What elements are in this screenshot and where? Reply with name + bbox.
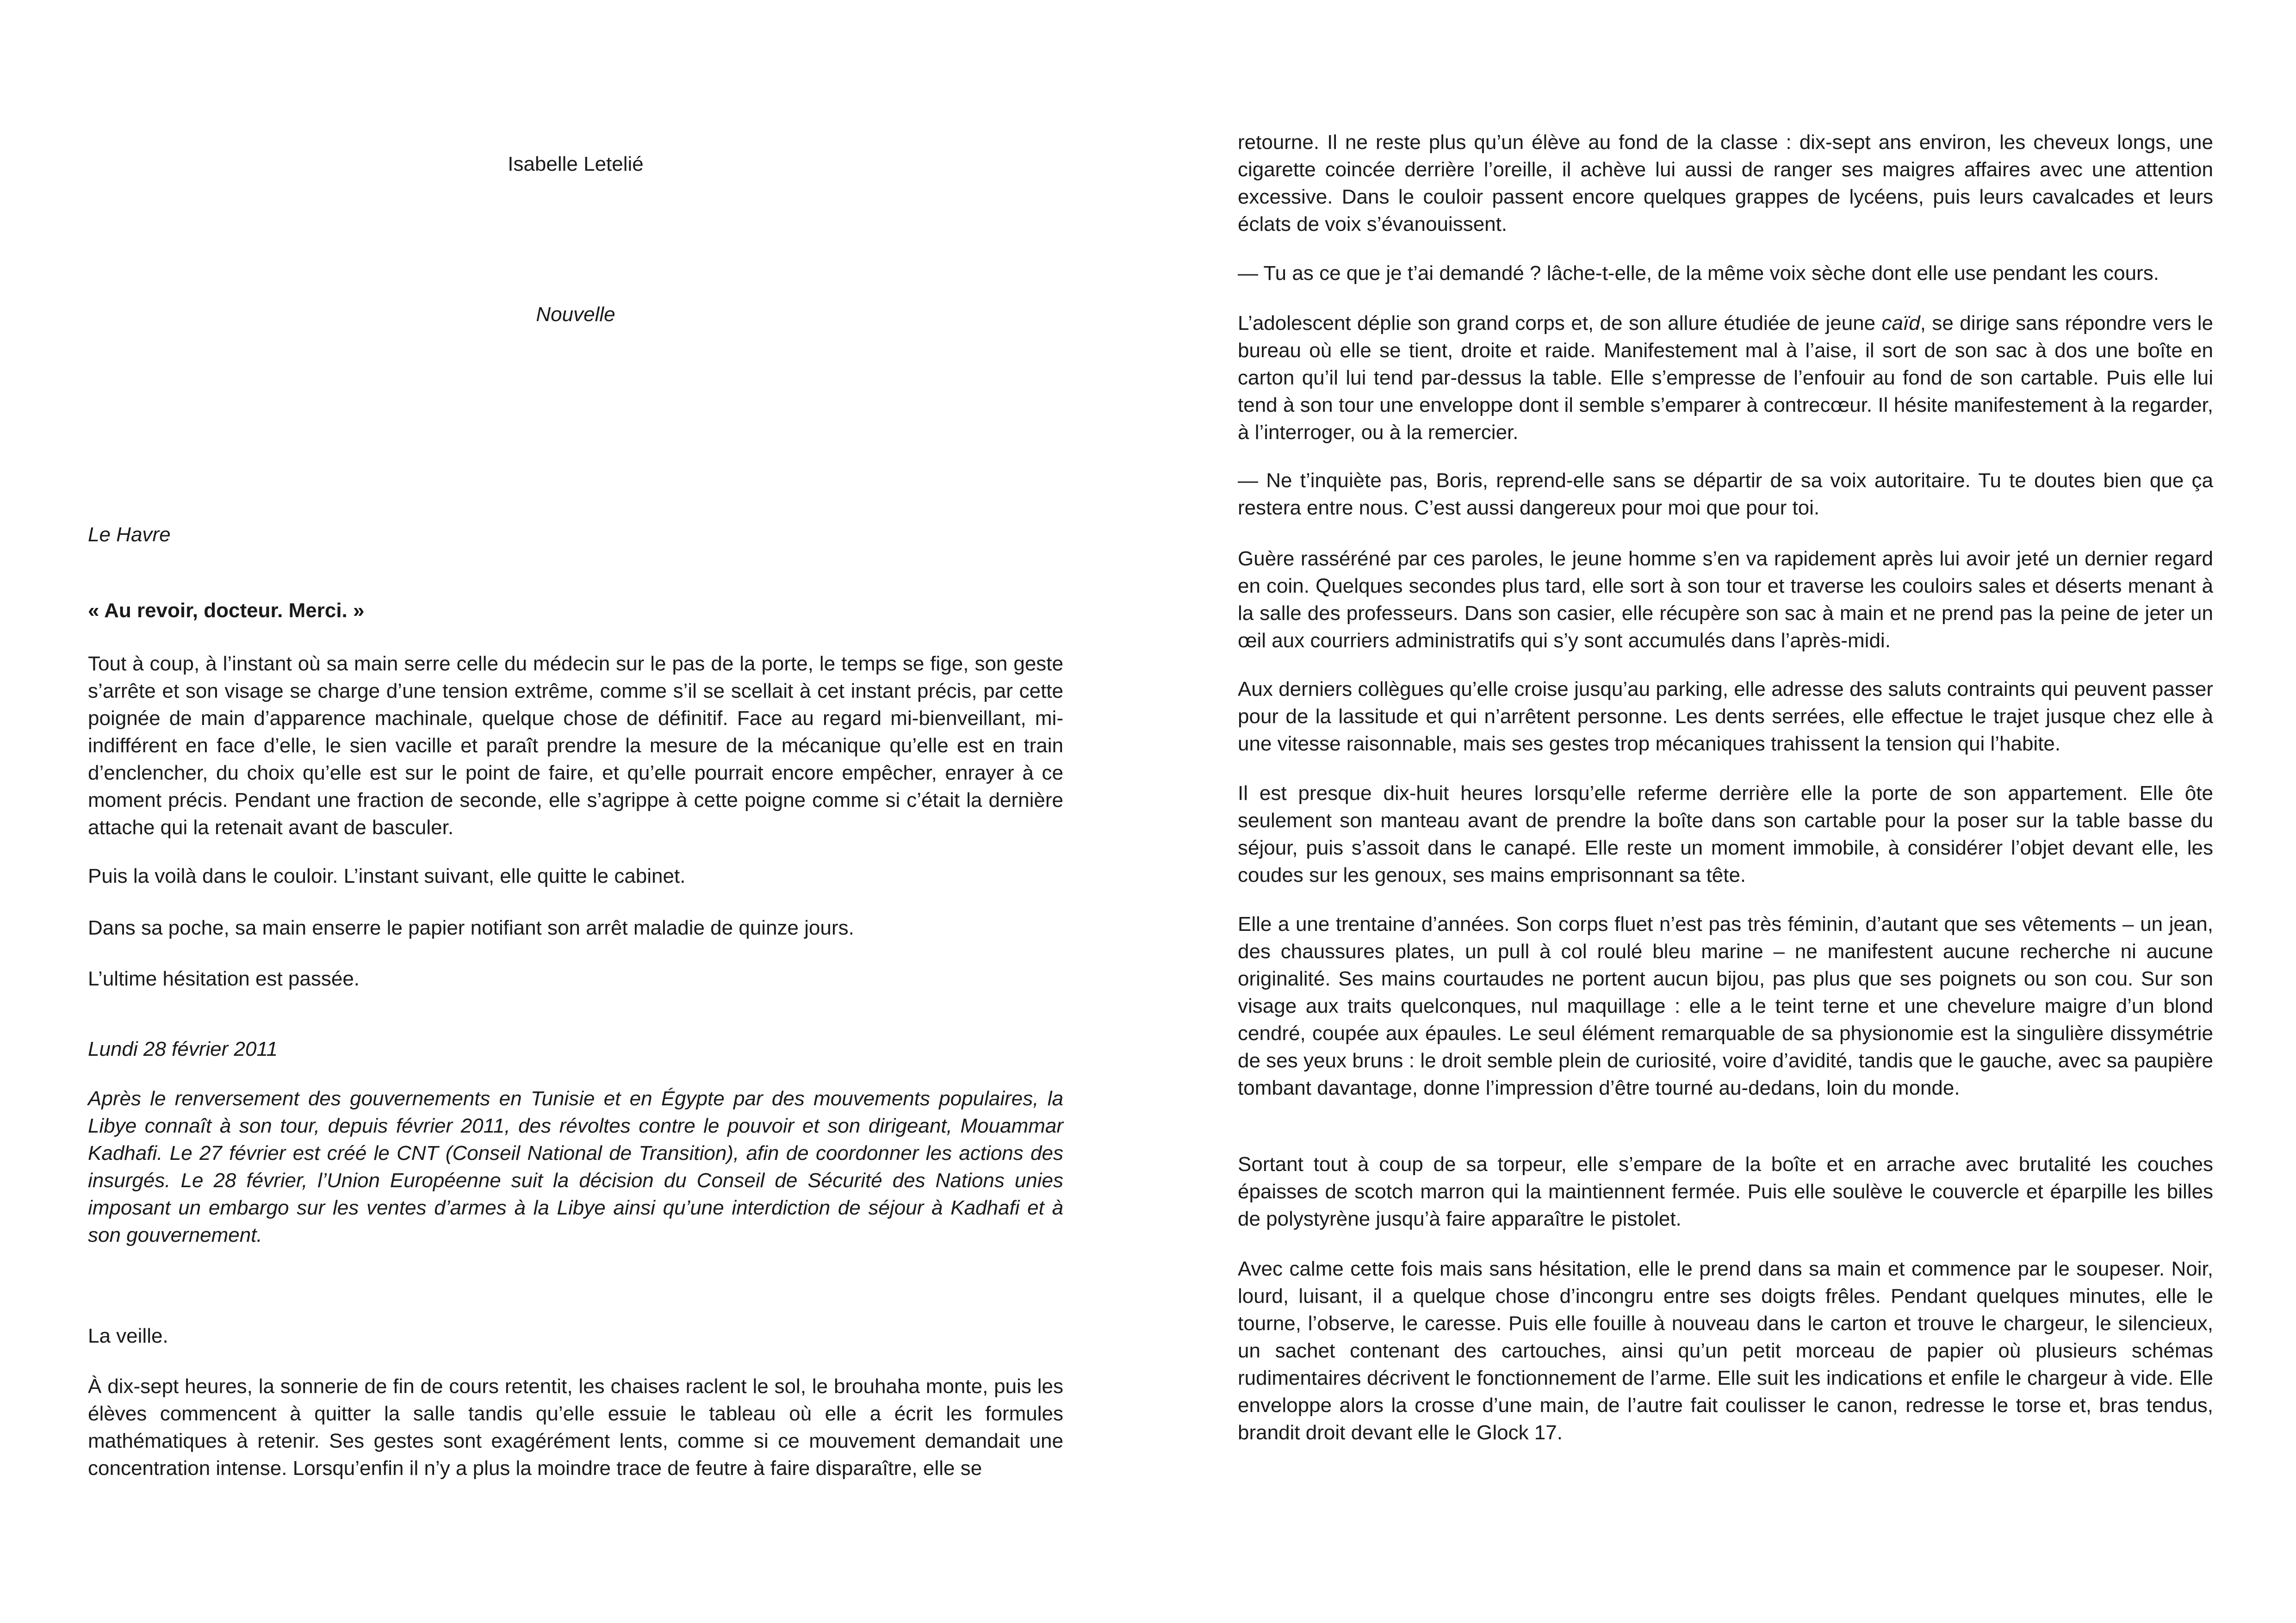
paragraph: Tout à coup, à l’instant où sa main serre celle du médecin sur le pas de la porte, le temps se fige, son geste s’arrête et son visage se charge d’une tension extrême, comme s’il se scellait à cet instant précis, par cette poignée de main d’apparence machinale, quelque chose de définitif. Face au regard mi-bienveillant, mi-indifférent en face d’elle, le sien vacille et paraît prendre la mesure de la mécanique qu’elle est en train d’enclencher, du choix qu’elle est sur le point de faire, et qu’elle pourrait encore empêcher, enrayer à ce moment précis. Pendant une fraction de seconde, elle s’agrippe à cette poigne comme si c’était la dernière attache qui la retenait avant de basculer. bbox=[88, 652, 1063, 839]
paragraph: Dans sa poche, sa main enserre le papier notifiant son arrêt maladie de quinze jours. bbox=[88, 917, 854, 939]
paragraph: — Tu as ce que je t’ai demandé ? lâche-t-elle, de la même voix sèche dont elle use pendant les cours. bbox=[1238, 262, 2159, 285]
paragraph: Avec calme cette fois mais sans hésitation, elle le prend dans sa main et commence par le soupeser. Noir, lourd, luisant, il a quelque chose d’incongru entre ses doigts frêles. Pendant quelques minutes, elle le tourne, l’observe, le caresse. Puis elle fouille à nouveau dans le carton et trouve le chargeur, le silencieux, un sachet contenant des cartouches, ainsi qu’un petit morceau de papier où plusieurs schémas rudimentaires décrivent le fonctionnement de l’arme. Elle suit les indications et enfile le chargeur à vide. Elle enveloppe alors la crosse d’une main, de l’autre fait coulisser le canon, redresse le torse et, bras tendus, brandit droit devant elle le Glock 17. bbox=[1238, 1258, 2213, 1444]
author-name: Isabelle Letelié bbox=[508, 153, 644, 175]
paragraph: L’ultime hésitation est passée. bbox=[88, 967, 360, 990]
paragraph bbox=[1238, 310, 2213, 446]
italic-word: caïd bbox=[1881, 312, 1920, 335]
paragraph: Puis la voilà dans le couloir. L’instant suivant, elle quitte le cabinet. bbox=[88, 865, 686, 887]
opening-quote: « Au revoir, docteur. Merci. » bbox=[88, 599, 365, 622]
paragraph-text: , se dirige sans répondre vers le bureau où elle se tient, droite et raide. Manifestement mal à l’aise, il sort de son sac à dos une boîte en carton qu’il lui tend par-dessus la table. Elle s’empresse de l’enfouir au fond de son cartable. Puis elle lui tend à son tour une enveloppe dont il semble s’emparer à contrecœur. Il hésite manifestement à la regarder, à l’interroger, ou à la remercier. bbox=[1238, 312, 2213, 444]
historical-context: Après le renversement des gouvernements en Tunisie et en Égypte par des mouvements populaires, la Libye connaît à son tour, depuis février 2011, des révoltes contre le pouvoir et son dirigeant, Mouammar Kadhafi. Le 27 février est créé le CNT (Conseil National de Transition), afin de coordonner les actions des insurgés. Le 28 février, l’Union Européenne suit la décision du Conseil de Sécurité des Nations unies imposant un embargo sur les ventes d’armes à la Libye ainsi qu’une interdiction de séjour à Kadhafi et à son gouvernement. bbox=[88, 1087, 1063, 1246]
paragraph: retourne. Il ne reste plus qu’un élève au fond de la classe : dix-sept ans environ, les cheveux longs, une cigarette coincée derrière l’oreille, il achève lui aussi de ranger ses maigres affaires avec une attention excessive. Dans le couloir passent encore quelques grappes de lycéens, puis leurs cavalcades et leurs éclats de voix s’évanouissent. bbox=[1238, 131, 2213, 235]
paragraph: À dix-sept heures, la sonnerie de fin de cours retentit, les chaises raclent le sol, le brouhaha monte, puis les élèves commencent à quitter la salle tandis qu’elle essuie le tableau où elle a écrit les formules mathématiques à retenir. Ses gestes sont exagérément lents, comme si ce mouvement demandait une concentration intense. Lorsqu’enfin il n’y a plus la moindre trace de feutre à faire disparaître, elle se bbox=[88, 1375, 1063, 1480]
place-heading: Le Havre bbox=[88, 523, 171, 546]
paragraph: Guère rasséréné par ces paroles, le jeune homme s’en va rapidement après lui avoir jeté un dernier regard en coin. Quelques secondes plus tard, elle sort à son tour et traverse les couloirs sales et déserts menant à la salle des professeurs. Dans son casier, elle récupère son sac à main et ne prend pas la peine de jeter un œil aux courriers administratifs qui s’y sont accumulés dans l’après-midi. bbox=[1238, 547, 2213, 652]
paragraph: La veille. bbox=[88, 1325, 168, 1347]
paragraph: Aux derniers collègues qu’elle croise jusqu’au parking, elle adresse des saluts contraints qui peuvent passer pour de la lassitude et qui n’arrêtent personne. Les dents serrées, elle effectue le trajet jusque chez elle à une vitesse raisonnable, mais ses gestes trop mécaniques trahissent la tension qui l’habite. bbox=[1238, 678, 2213, 755]
paragraph: Sortant tout à coup de sa torpeur, elle s’empare de la boîte et en arrache avec brutalité les couches épaisses de scotch marron qui la maintiennent fermée. Puis elle soulève le couvercle et éparpille les billes de polystyrène jusqu’à faire apparaître le pistolet. bbox=[1238, 1153, 2213, 1230]
paragraph: — Ne t’inquiète pas, Boris, reprend-elle sans se départir de sa voix autoritaire. Tu te doutes bien que ça restera entre nous. C’est aussi dangereux pour moi que pour toi. bbox=[1238, 469, 2213, 519]
paragraph: Il est presque dix-huit heures lorsqu’elle referme derrière elle la porte de son appartement. Elle ôte seulement son manteau avant de prendre la boîte dans son cartable pour la poser sur la table basse du séjour, puis s’assoit dans le canapé. Elle reste un moment immobile, à considérer l’objet devant elle, les coudes sur les genoux, ses mains emprisonnant sa tête. bbox=[1238, 782, 2213, 886]
paragraph-text: L’adolescent déplie son grand corps et, de son allure étudiée de jeune bbox=[1238, 312, 1882, 335]
date-heading: Lundi 28 février 2011 bbox=[88, 1038, 278, 1060]
genre-label: Nouvelle bbox=[536, 303, 615, 326]
paragraph: Elle a une trentaine d’années. Son corps fluet n’est pas très féminin, d’autant que ses vêtements – un jean, des chaussures plates, un pull à col roulé bleu marine – ne manifestent aucune recherche ni aucune originalité. Ses mains courtaudes ne portent aucun bijou, pas plus que ses poignets ou son cou. Sur son visage aux traits quelconques, nul maquillage : elle a le teint terne et une chevelure maigre d’un blond cendré, coupée aux épaules. Le seul élément remarquable de sa physionomie est la singulière dissymétrie de ses yeux bruns : le droit semble plein de curiosité, voire d’avidité, tandis que le gauche, avec sa paupière tombant davantage, donne l’impression d’être tourné au-dedans, loin du monde. bbox=[1238, 913, 2213, 1099]
